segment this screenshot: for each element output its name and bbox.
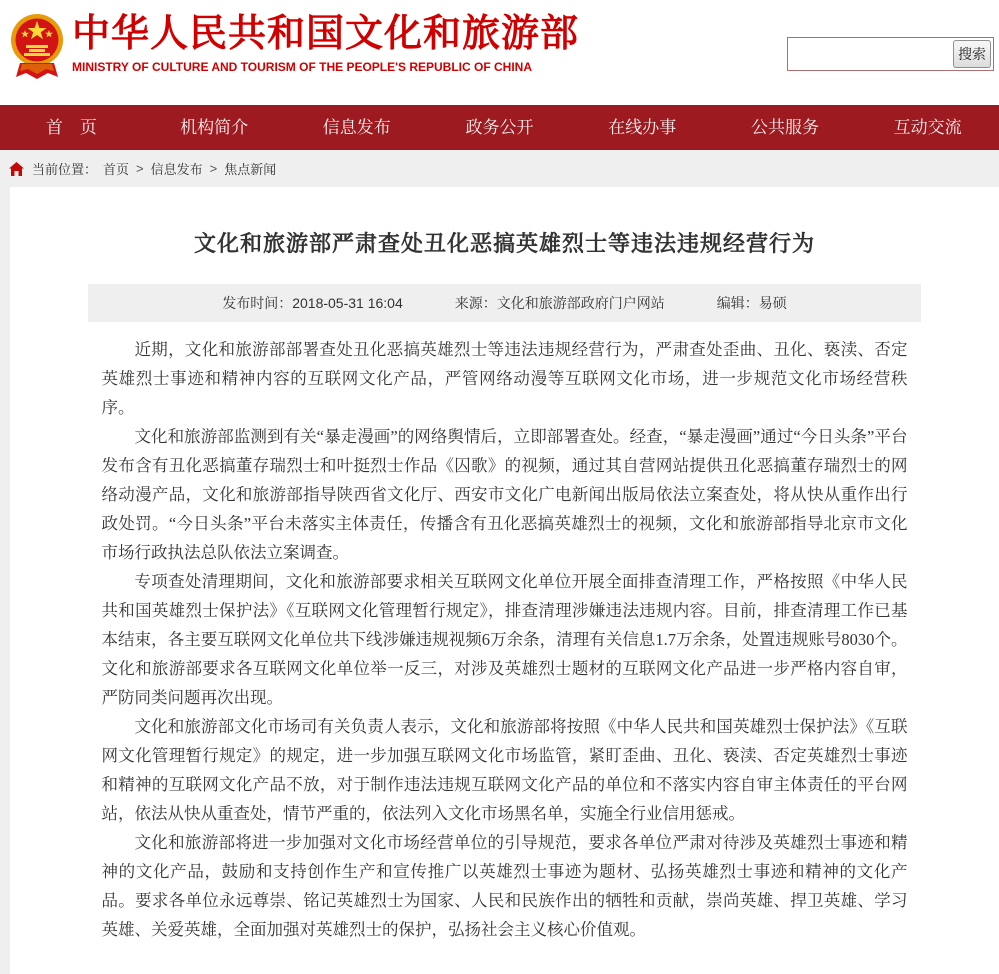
site-header <box>0 0 999 105</box>
nav-item-interaction[interactable]: 互动交流 <box>893 118 962 137</box>
publish-time-label: 发布时间： <box>222 295 293 311</box>
national-emblem-logo <box>10 9 64 83</box>
article-paragraph: 专项查处清理期间，文化和旅游部要求相关互联网文化单位开展全面排查清理工作，严格按照《中华人民共和国英雄烈士保护法》《互联网文化管理暂行规定》，排查清理涉嫌违法违规内容。目前，排查清理工作已基本结束，各主要互联网文化单位共下线涉嫌违规视频6万余条，清理有关信息1.7万余条，处置违规账号8030个。文化和旅游部要求各互联网文化单位举一反三，对涉及英雄烈士题材的互联网文化产品进一步严格内容自审，严防同类问题再次出现。 <box>101 572 908 707</box>
editor-label: 编辑： <box>716 295 759 311</box>
source-label: 来源： <box>454 295 497 311</box>
home-icon <box>9 162 24 176</box>
publish-time <box>222 293 403 313</box>
breadcrumb-separator: > <box>209 161 218 176</box>
article-paragraph: 近期，文化和旅游部部署查处丑化恶搞英雄烈士等违法违规经营行为，严肃查处歪曲、丑化、亵渎、否定英雄烈士事迹和精神内容的互联网文化产品，严管网络动漫等互联网文化市场，进一步规范文化市场经营秩序。 <box>101 340 908 417</box>
article-source <box>455 293 665 313</box>
breadcrumb-prefix: 当前位置： <box>32 162 98 177</box>
site-title: 中华人民共和国文化和旅游部 <box>72 13 580 55</box>
breadcrumb <box>0 150 999 187</box>
nav-item-home[interactable]: 首 页 <box>45 118 97 137</box>
search-box <box>787 37 994 71</box>
breadcrumb-item-news[interactable]: 信息发布 <box>150 162 203 177</box>
article-meta-bar <box>88 284 921 322</box>
nav-item-public-service[interactable]: 公共服务 <box>750 118 819 137</box>
search-input[interactable] <box>788 38 953 70</box>
breadcrumb-item-focus-news[interactable]: 焦点新闻 <box>224 162 277 177</box>
breadcrumb-separator: > <box>136 161 144 176</box>
article-title: 文化和旅游部严肃查处丑化恶搞英雄烈士等违法违规经营行为 <box>193 231 815 256</box>
main-nav <box>0 105 999 150</box>
content-panel <box>10 187 999 974</box>
nav-item-online-service[interactable]: 在线办事 <box>608 118 677 137</box>
article-paragraph: 文化和旅游部监测到有关“暴走漫画”的网络舆情后，立即部署查处。经查，“暴走漫画”通过“今日头条”平台发布含有丑化恶搞董存瑞烈士和叶挺烈士作品《囚歌》的视频，通过其自营网站提供丑化恶搞董存瑞烈士的网络动漫产品，文化和旅游部指导陕西省文化厅、西安市文化广电新闻出版局依法立案查处，将从快从重作出行政处罚。“今日头条”平台未落实主体责任，传播含有丑化恶搞英雄烈士的视频，文化和旅游部指导北京市文化市场行政执法总队依法立案调查。 <box>101 427 908 562</box>
nav-item-about[interactable]: 机构简介 <box>180 118 249 137</box>
article-paragraph: 文化和旅游部文化市场司有关负责人表示，文化和旅游部将按照《中华人民共和国英雄烈士保护法》《互联网文化管理暂行规定》的规定，进一步加强互联网文化市场监管，紧盯歪曲、丑化、亵渎、否定英雄烈士事迹和精神的互联网文化产品不放，对于制作违法违规互联网文化产品的单位和不落实内容自审主体责任的平台网站，依法从快从重查处，情节严重的，依法列入文化市场黑名单，实施全行业信用惩戒。 <box>101 717 908 823</box>
site-subtitle: MINISTRY OF CULTURE AND TOURISM OF THE PEOPLE'S REPUBLIC OF CHINA <box>72 60 532 74</box>
article-editor <box>717 293 787 313</box>
editor-value: 易硕 <box>758 295 787 311</box>
search-button[interactable]: 搜索 <box>953 40 991 68</box>
article-body <box>102 335 908 944</box>
nav-item-gov-affairs[interactable]: 政务公开 <box>465 118 534 137</box>
article-paragraph: 文化和旅游部将进一步加强对文化市场经营单位的引导规范，要求各单位严肃对待涉及英雄烈士事迹和精神的文化产品，鼓励和支持创作生产和宣传推广以英雄烈士事迹为题材、弘扬英雄烈士事迹和精神的文化产品。要求各单位永远尊崇、铭记英雄烈士为国家、人民和民族作出的牺牲和贡献，崇尚英雄、捍卫英雄、学习英雄、关爱英雄，全面加强对英雄烈士的保护，弘扬社会主义核心价值观。 <box>101 833 908 939</box>
source-value: 文化和旅游部政府门户网站 <box>496 295 665 311</box>
breadcrumb-item-home[interactable]: 首页 <box>103 162 130 177</box>
site-brand <box>72 12 579 74</box>
publish-time-value: 2018-05-31 16:04 <box>292 295 403 311</box>
nav-item-news[interactable]: 信息发布 <box>322 118 391 137</box>
